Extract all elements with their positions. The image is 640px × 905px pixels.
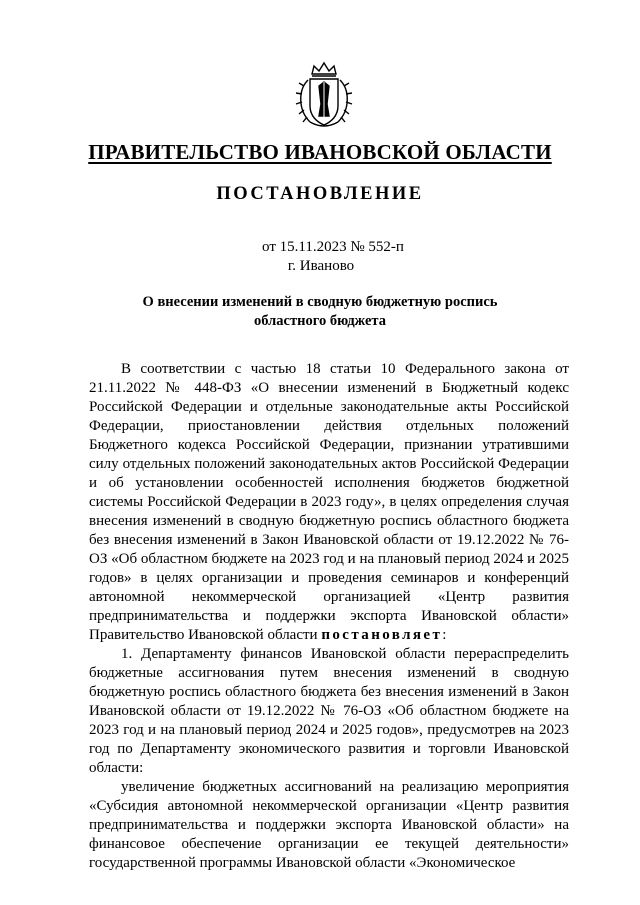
paragraph-2: увеличение бюджетных ассигнований на реализацию мероприятия «Субсидия автономной некоммерческой организации «Центр развития предпринимательства и поддержки экспорта Ивановской области» на финансовое обеспечение организации ее текущей деятельности» государственной программы Ивановской области «Экономическое (89, 779, 569, 871)
subject-line-1: О внесении изменений в сводную бюджетную роспись (142, 294, 498, 310)
paragraph-1: 1. Департаменту финансов Ивановской области перераспределить бюджетные ассигнования путем внесения изменений в сводную бюджетную роспись областного бюджета без внесения изменений в Закон Ивановской области от 19.12.2022 № 76-ОЗ «Об областном бюджете на 2023 год и на плановый период 2024 и 2025 годов», предусмотрев на 2023 год по Департаменту экономического развития и торговли Ивановской области: (89, 646, 569, 776)
government-title: ПРАВИТЕЛЬСТВО ИВАНОВСКОЙ ОБЛАСТИ (88, 140, 552, 164)
paragraph-preamble (89, 360, 569, 645)
document-type: ПОСТАНОВЛЕНИЕ (216, 184, 424, 204)
document-body (89, 360, 569, 873)
ivanovo-coat-of-arms-icon (292, 60, 356, 130)
preamble-text: В соответствии с частью 18 статьи 10 Федерального закона от 21.11.2022 № 448-ФЗ «О внесении изменений в Бюджетный кодекс Российской Федерации и отдельные законодательные акты Российской Федерации, приостановлении действия отдельных положений Бюджетного кодекса Российской Федерации, признании утратившими силу отдельных положений законодательных актов Российской Федерации и об установлении особенностей исполнения бюджетов бюджетной системы Российской Федерации в 2023 году», в целях определения случая внесения изменений в сводную бюджетную роспись областного бюджета без внесения изменений в Закон Ивановской области от 19.12.2022 № 76-ОЗ «Об областном бюджете на 2023 год и на плановый период 2024 и 2025 годов» в целях организации и проведения семинаров и конференций автономной некоммерческой организацией «Центр развития предпринимательства и поддержки экспорта Ивановской области» Правительство Ивановской области (89, 361, 569, 643)
resolves-keyword: постановляет (321, 627, 443, 643)
date-number: от 15.11.2023 № 552-п (262, 239, 404, 255)
city: г. Иваново (287, 258, 355, 274)
preamble-end: : (442, 627, 447, 643)
document-subject (120, 293, 520, 331)
subject-line-2: областного бюджета (254, 313, 386, 329)
